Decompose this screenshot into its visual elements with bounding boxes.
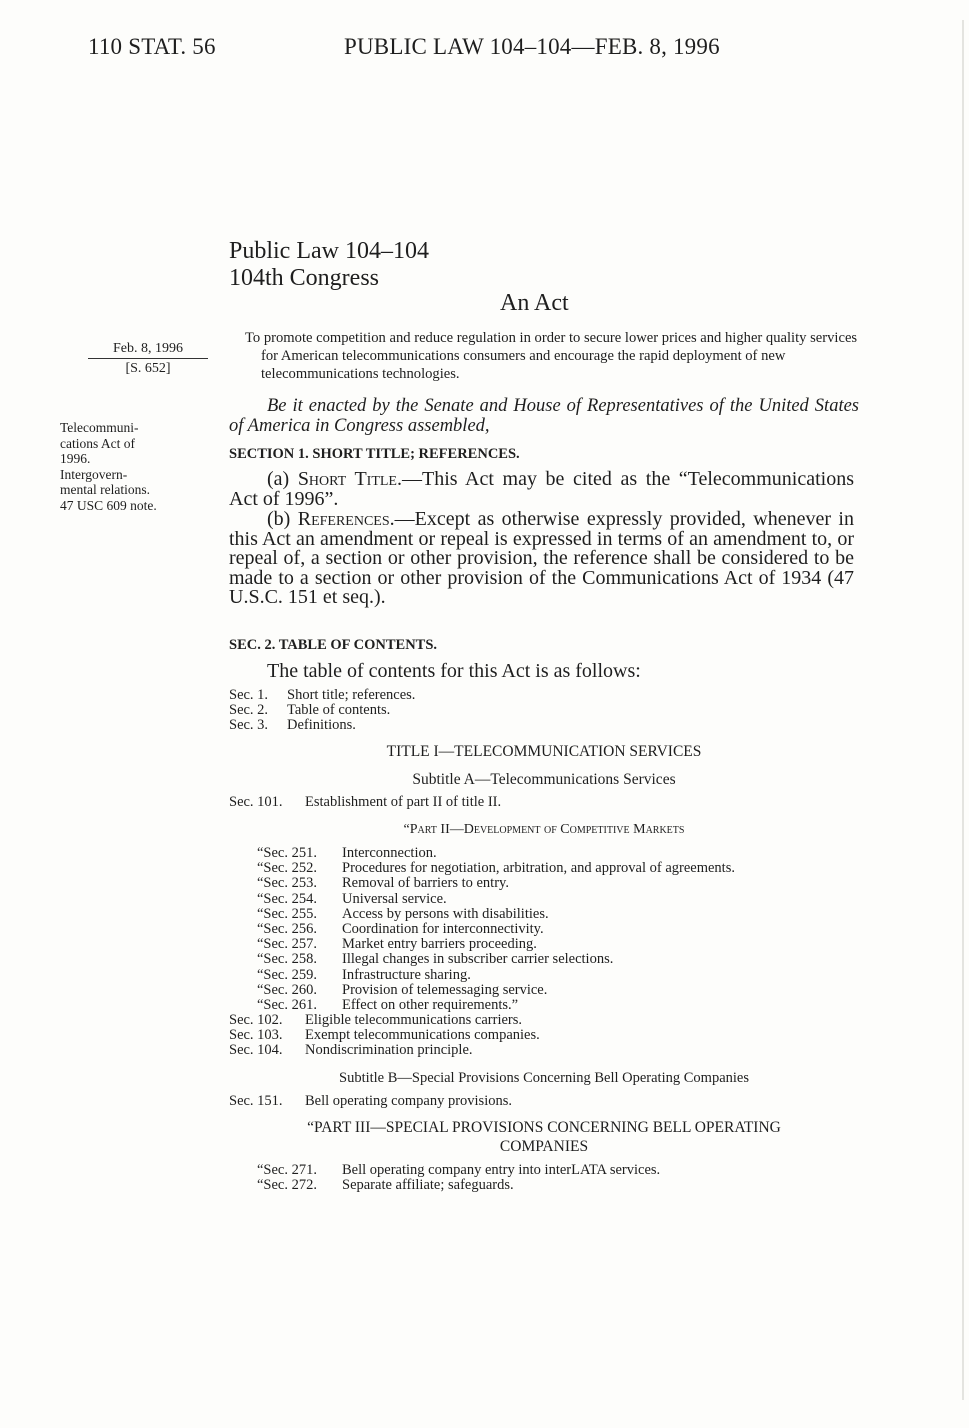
toc-sec-151: Sec. 151. Bell operating company provisions. — [229, 1093, 512, 1109]
toc-row: “Sec. 261. Effect on other requirements.” — [257, 997, 519, 1014]
law-title-block — [229, 238, 429, 292]
page-citation: 110 STAT. 56 — [88, 34, 216, 59]
toc-row: “Sec. 251. Interconnection. — [257, 845, 437, 861]
page-edge-shadow — [962, 20, 964, 1400]
toc-part-3-items — [257, 1163, 660, 1193]
toc-row: “Sec. 271. Bell operating company entry into interLATA services. — [257, 1162, 661, 1178]
running-header: PUBLIC LAW 104–104—FEB. 8, 1996 — [344, 34, 720, 59]
part-2-heading: “Part II—Development of Competitive Markets — [403, 822, 685, 837]
act-heading: An Act — [500, 290, 569, 316]
congress-number: 104th Congress — [229, 265, 379, 291]
enacting-clause: Be it enacted by the Senate and House of Representatives of the United States of America in Congress assembled, — [229, 396, 859, 436]
toc-row: “Sec. 257. Market entry barriers proceeding. — [257, 936, 537, 953]
subtitle-b-heading: Subtitle B—Special Provisions Concerning Bell Operating Companies — [339, 1070, 749, 1086]
toc-row: Sec. 104. Nondiscrimination principle. — [229, 1042, 473, 1059]
toc-front — [229, 688, 415, 734]
public-law-number: Public Law 104–104 — [229, 238, 429, 264]
margin-note-short-title: Telecommuni- cations Act of 1996. Intergovern- mental relations. 47 USC 609 note. — [60, 420, 157, 513]
toc-row: Sec. 3. Definitions. — [229, 717, 356, 734]
toc-row: “Sec. 254. Universal service. — [257, 890, 447, 907]
margin-rule — [88, 358, 208, 359]
part-3-heading: “PART III—SPECIAL PROVISIONS CONCERNING BELL OPERATING COMPANIES — [307, 1119, 781, 1155]
toc-row: “Sec. 256. Coordination for interconnectivity. — [257, 921, 544, 938]
bill-number: [S. 652] — [125, 361, 171, 376]
toc-row: “Sec. 260. Provision of telemessaging service. — [257, 981, 548, 998]
toc-row: “Sec. 258. Illegal changes in subscriber carrier selections. — [257, 951, 614, 968]
section-1-b: (b) References.—Except as otherwise expressly provided, whenever in this Act an amendment or repeal is expressed in terms of an amendment to, or repeal of, a section or other provision, the reference shall be considered to be made to a section or other provision of the Communications Act of 1934 (47 U.S.C. 151 et seq.). — [229, 508, 854, 608]
toc-row: “Sec. 252. Procedures for negotiation, arbitration, and approval of agreements. — [257, 860, 735, 877]
act-purpose: To promote competition and reduce regulation in order to secure lower prices and higher quality services for American telecommunications consumers and encourage the rapid deployment of new telecommunications technologies. — [245, 330, 858, 382]
section-2-heading: SEC. 2. TABLE OF CONTENTS. — [229, 637, 438, 653]
toc-row: “Sec. 253. Removal of barriers to entry. — [257, 875, 509, 892]
title-1-heading: TITLE I—TELECOMMUNICATION SERVICES — [386, 743, 702, 760]
toc-row: Sec. 1. Short title; references. — [229, 687, 416, 703]
section-1-a: (a) Short Title.—This Act may be cited as the “Telecommunications Act of 1996”. — [229, 468, 854, 510]
margin-date-block — [88, 340, 208, 377]
toc-row: Sec. 102. Eligible telecommunications carriers. — [229, 1012, 523, 1028]
toc-part-2-items — [257, 846, 735, 1013]
toc-row: “Sec. 259. Infrastructure sharing. — [257, 966, 471, 983]
section-1-heading: SECTION 1. SHORT TITLE; REFERENCES. — [229, 446, 520, 462]
toc-after-part-2 — [229, 1013, 540, 1059]
toc-row: Sec. 103. Exempt telecommunications companies. — [229, 1027, 540, 1044]
enactment-date: Feb. 8, 1996 — [113, 341, 183, 356]
toc-intro: The table of contents for this Act is as follows: — [267, 660, 641, 682]
toc-row: Sec. 2. Table of contents. — [229, 702, 391, 719]
toc-row: “Sec. 272. Separate affiliate; safeguards. — [257, 1177, 514, 1194]
subtitle-a-heading: Subtitle A—Telecommunications Services — [412, 771, 676, 788]
toc-row: “Sec. 255. Access by persons with disabilities. — [257, 905, 549, 922]
toc-sec-101: Sec. 101. Establishment of part II of title II. — [229, 794, 502, 810]
